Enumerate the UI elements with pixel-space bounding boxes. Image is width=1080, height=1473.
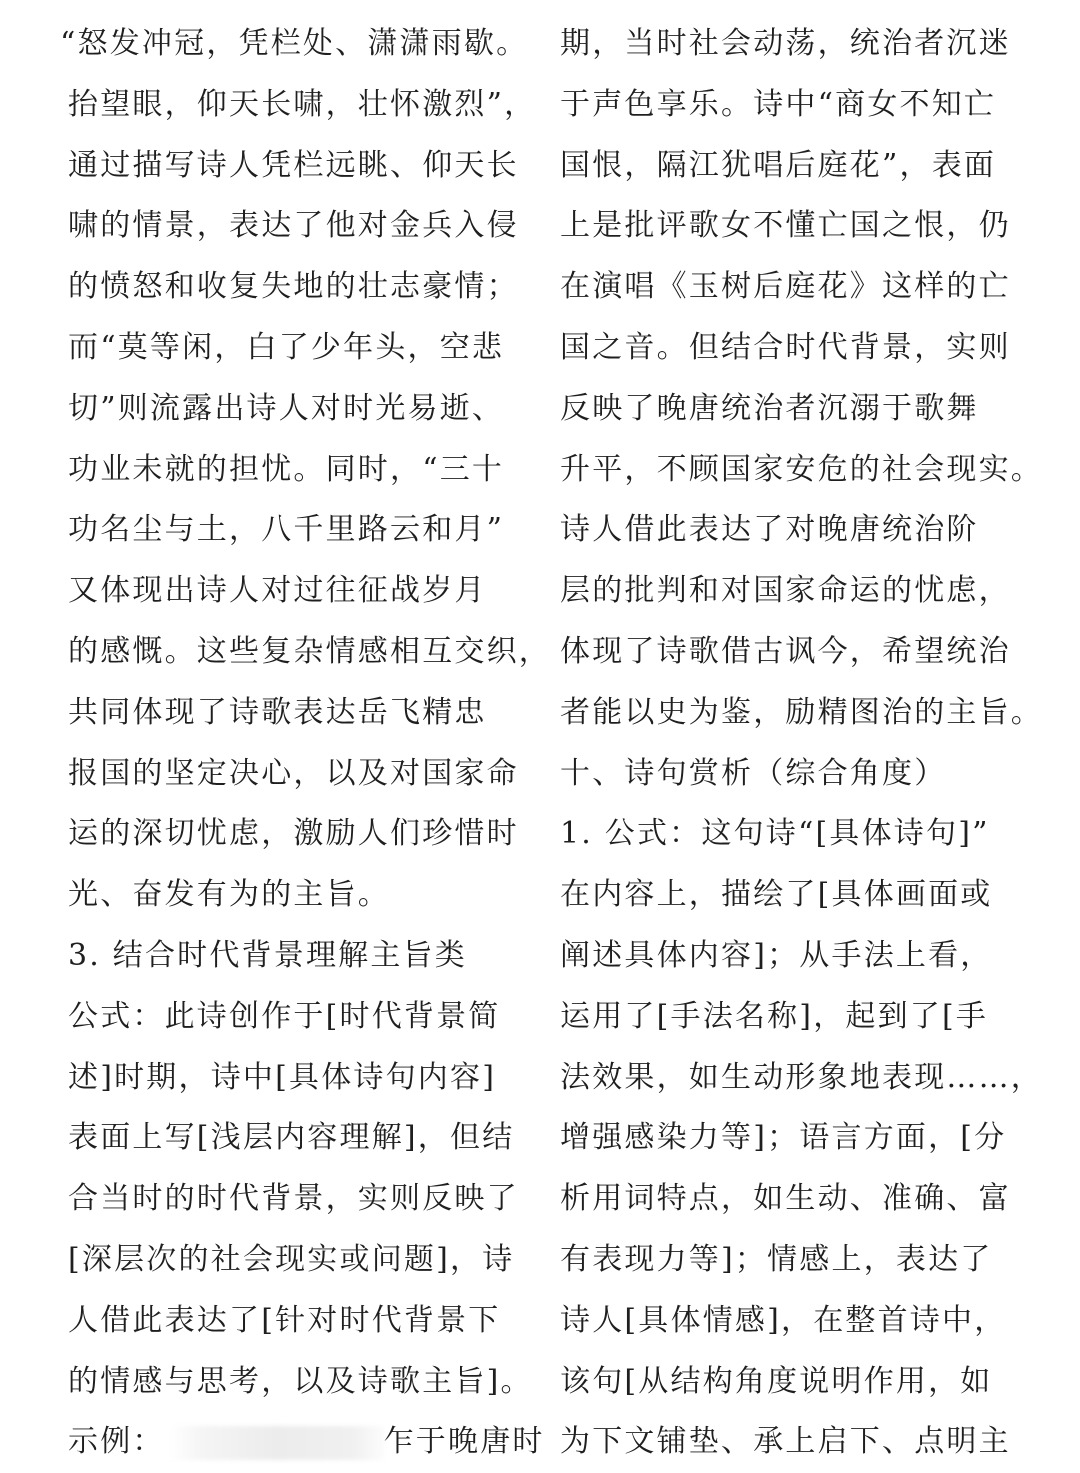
text-line: 报国的坚定决心，以及对国家命 [68,755,519,791]
text-line: 析用词特点，如生动、准确、富 [560,1181,1011,1217]
text-line: 运的深切忧虑，激励人们珍惜时 [68,816,519,852]
text-line: 人借此表达了[针对时代背景下 [68,1302,501,1338]
example-prefix: 示例： [68,1424,165,1460]
text-line: 而“莫等闲，白了少年头，空悲 [68,329,505,365]
text-line: 功名尘与土，八千里路云和月” [68,512,505,548]
right-text-column [560,14,1043,1473]
text-line: 该句[从结构角度说明作用，如 [560,1363,993,1399]
text-line: 者能以史为鉴，励精图治的主旨。 [560,694,1043,730]
text-line: 于声色享乐。诗中“商女不知亡 [560,86,997,122]
text-line: 体现了诗歌借古讽今，希望统治 [560,633,1011,669]
text-line: 的情感与思考，以及诗歌主旨]。 [68,1363,533,1399]
text-line: 光、奋发有为的主旨。 [68,877,390,913]
example-line [68,1412,545,1473]
text-line: 反映了晚唐统治者沉溺于歌舞 [560,390,979,426]
left-text-column [60,14,551,1473]
text-line: 公式：此诗创作于[时代背景简 [68,998,501,1034]
text-line: 抬望眼，仰天长啸，壮怀激烈”， [68,86,537,122]
text-line: 又体现出诗人对过往征战岁月 [68,573,487,609]
text-line: 啸的情景，表达了他对金兵入侵 [68,208,519,244]
text-line: 运用了[手法名称]，起到了[手 [560,998,989,1034]
text-line: 切”则流露出诗人对时光易逝、 [68,390,505,426]
example-suffix: 乍于晚唐时 [383,1424,545,1460]
text-line: 述]时期，诗中[具体诗句内容] [68,1059,497,1095]
text-line: 有表现力等]；情感上，表达了 [560,1241,993,1277]
text-line: 在内容上，描绘了[具体画面或 [560,877,993,913]
text-line: 升平，不顾国家安危的社会现实。 [560,451,1043,487]
section-heading: 3. 结合时代背景理解主旨类 [68,937,467,973]
text-line: 上是批评歌女不懂亡国之恨，仍 [560,208,1011,244]
text-line: 国恨，隔江犹唱后庭花”，表面 [560,147,997,183]
formula-heading: 1. 公式：这句诗“[具体诗句]” [560,816,990,852]
text-line: 诗人[具体情感]，在整首诗中， [560,1302,1007,1338]
text-line: [深层次的社会现实或问题]，诗 [68,1241,515,1277]
text-line: 的感慨。这些复杂情感相互交织， [68,633,551,669]
text-line: 功业未就的担忧。同时，“三十 [68,451,505,487]
text-line: 为下文铺垫、承上启下、点明主 [560,1424,1011,1460]
text-line: 国之音。但结合时代背景，实则 [560,329,1011,365]
text-line: 在演唱《玉树后庭花》这样的亡 [560,269,1011,305]
text-line: 增强感染力等]；语言方面，[分 [560,1120,1007,1156]
section-heading: 十、诗句赏析（综合角度） [560,755,947,791]
redacted-blur [169,1426,384,1460]
text-line: 的愤怒和收复失地的壮志豪情； [68,269,519,305]
text-line: 共同体现了诗歌表达岳飞精忠 [68,694,487,730]
text-line: 表面上写[浅层内容理解]，但结 [68,1120,515,1156]
text-line: 期，当时社会动荡，统治者沉迷 [560,26,1011,61]
text-line: 合当时的时代背景，实则反映了 [68,1181,519,1217]
text-line: 诗人借此表达了对晚唐统治阶 [560,512,979,548]
text-line: 层的批判和对国家命运的忧虑， [560,573,1011,609]
text-line: 法效果，如生动形象地表现……， [560,1059,1043,1095]
text-line: 通过描写诗人凭栏远眺、仰天长 [68,147,519,183]
text-line: “怒发冲冠，凭栏处、潇潇雨歇。 [60,26,529,61]
text-line: 阐述具体内容]；从手法上看， [560,937,993,973]
